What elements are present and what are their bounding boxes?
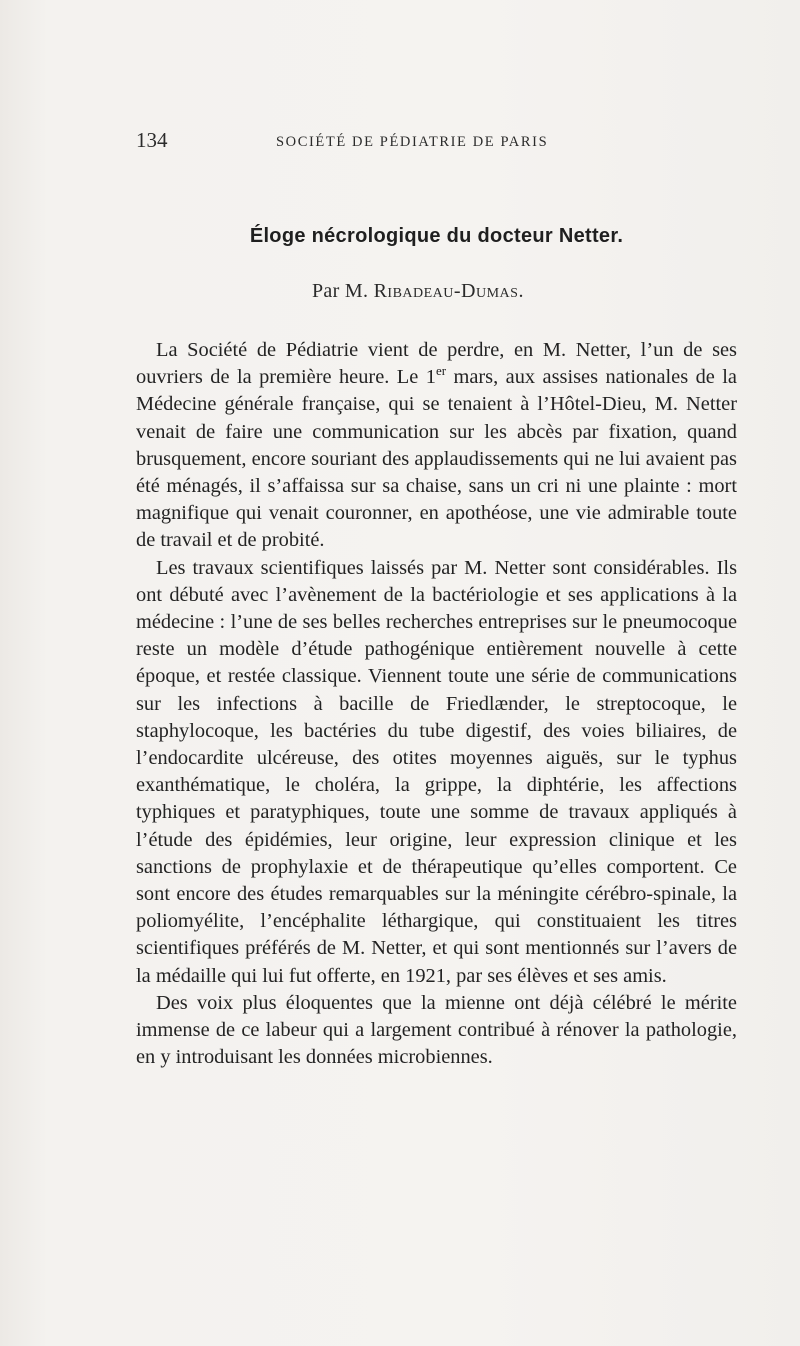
page-header	[136, 128, 592, 158]
paragraph-1-text-b: mars, aux assises nationales de la Médecine générale française, qui se tenaient à l’Hôtel-Dieu, M. Netter venait de faire une communication sur les abcès par fixation, quand brusquement, encore souriant des applaudissements qui ne lui avaient pas été ménagés, il s’affaissa sur sa chaise, sans un cri ni une plainte : mort magnifique qui venait couronner, en apothéose, une vie admirable toute de travail et de probité.	[136, 366, 737, 552]
paragraph-2: Les travaux scientifiques laissés par M. Netter sont considérables. Ils ont débuté avec l’avènement de la bactériologie et ses applications à la médecine : l’une de ses belles recherches entreprises sur le pneumocoque reste un modèle d’étude pathogénique entièrement nouvelle à cette époque, et restée classique. Viennent toute une série de communications sur les infections à bacille de Friedlænder, le streptocoque, le staphylocoque, les bactéries du tube digestif, des voies biliaires, de l’endocardite ulcéreuse, des otites moyennes aiguës, sur le typhus exanthématique, le choléra, la grippe, la diphtérie, les affections typhiques et paratyphiques, toute une somme de travaux appliqués à l’étude des épidémies, leur origine, leur expression clinique et les sanctions de prophylaxie et de thérapeutique qu’elles comportent. Ce sont encore des études remarquables sur la méningite cérébro-spinale, la poliomyélite, l’encéphalite léthargique, qui constituaient les titres scientifiques préférés de M. Netter, et qui sont mentionnés sur l’avers de la médaille qui lui fut offerte, en 1921, par ses élèves et ses amis.	[136, 556, 737, 987]
article-title: Éloge nécrologique du docteur Netter.	[249, 225, 624, 247]
author-name: Ribadeau-Dumas.	[373, 280, 524, 302]
article-body	[136, 337, 737, 1071]
paragraph-1-text-a: La Société de Pédiatrie vient de perdre, en M. Netter, l’un de ses ouvriers de la première heure. Le 1	[136, 339, 737, 389]
byline-prefix: Par M.	[312, 280, 369, 302]
paragraph-1	[136, 337, 737, 555]
byline	[312, 280, 524, 303]
page-number: 134	[136, 128, 168, 152]
running-head: SOCIÉTÉ DE PÉDIATRIE DE PARIS	[276, 134, 549, 150]
ordinal-superscript: er	[435, 363, 447, 379]
paragraph-3: Des voix plus éloquentes que la mienne ont déjà célébré le mérite immense de ce labeur qui a largement contribué à rénover la pathologie, en y introduisant les données microbiennes.	[136, 991, 737, 1069]
